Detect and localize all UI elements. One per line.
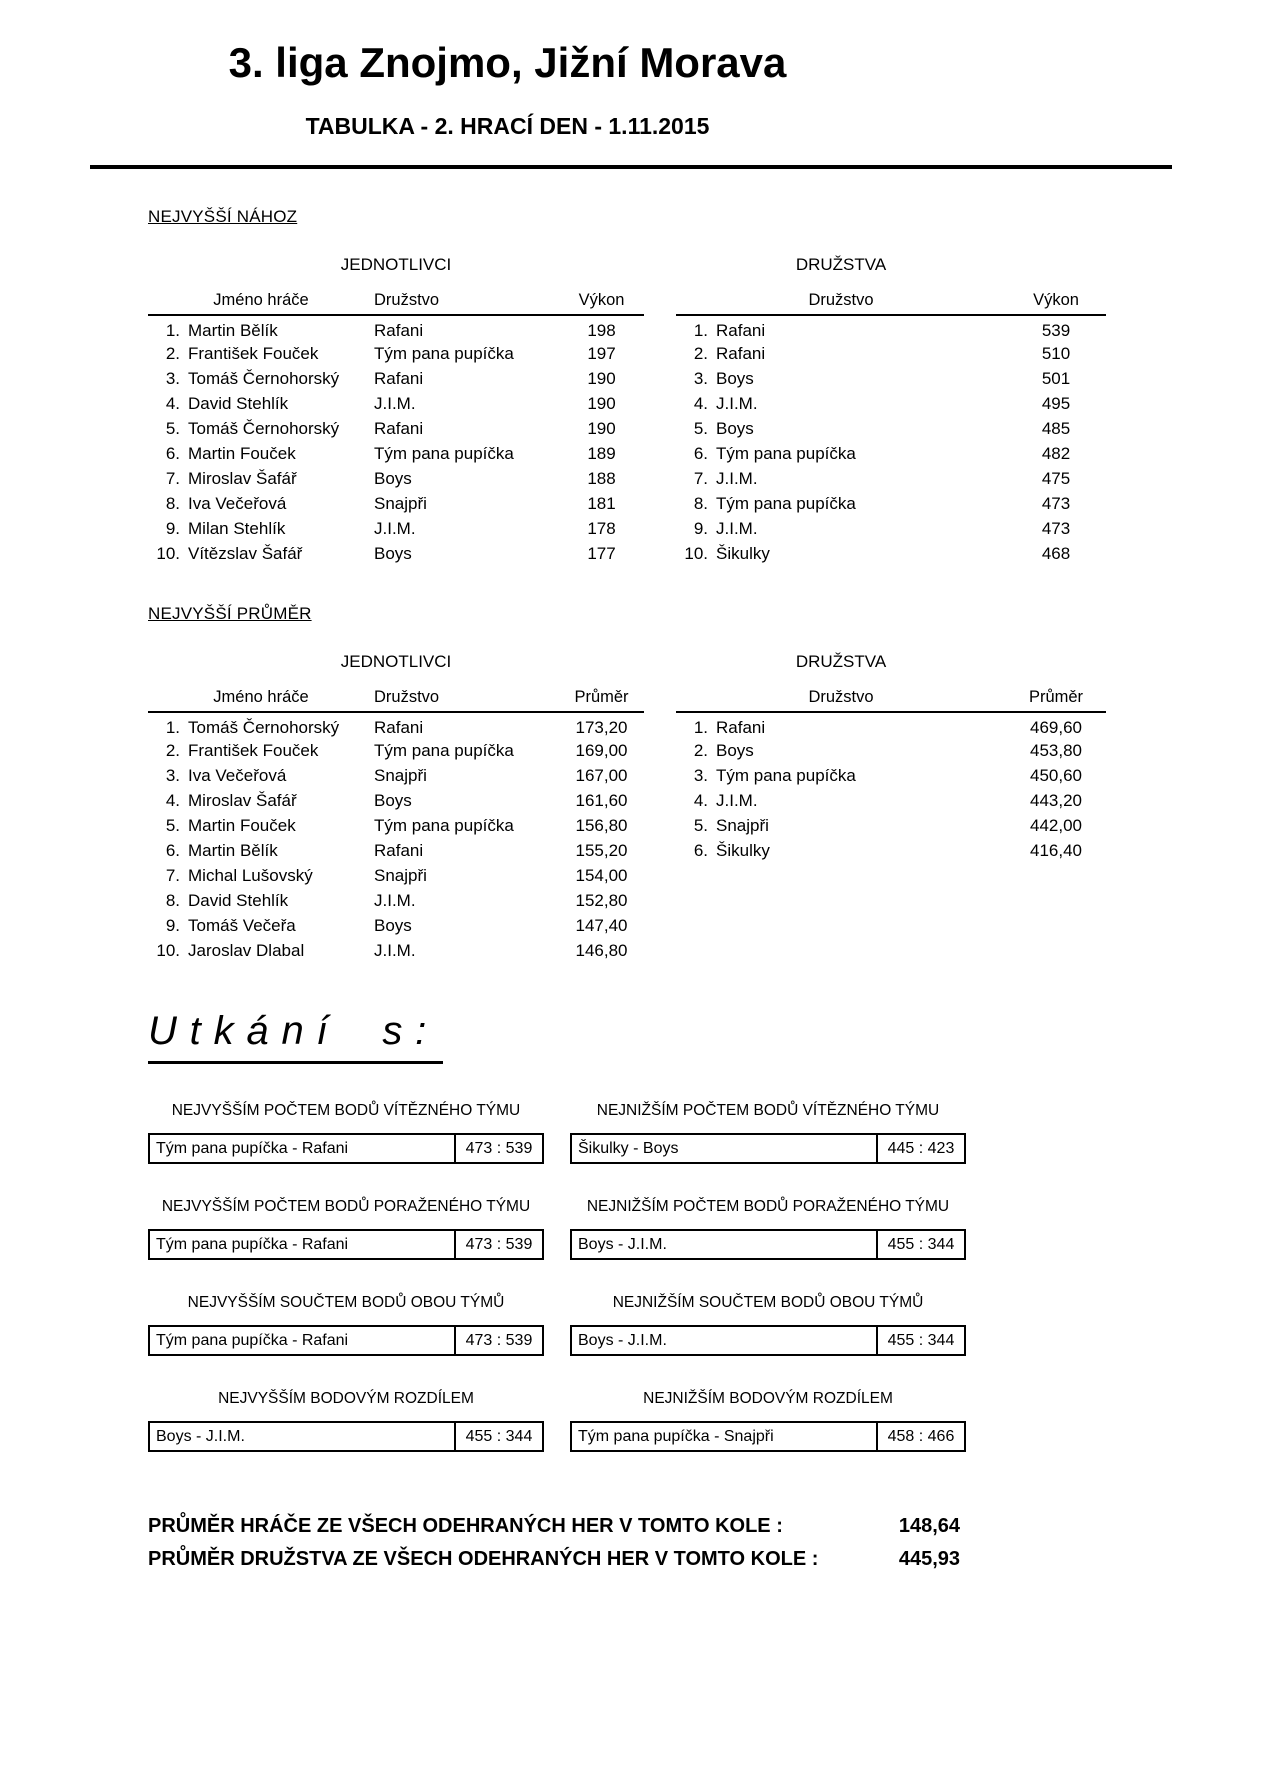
- table-row: [676, 466, 1106, 491]
- team-name: Tým pana pupíčka: [716, 493, 856, 513]
- table-row: [676, 341, 1106, 366]
- player-name: Milan Stehlík: [188, 518, 286, 538]
- section-heading-nahoz: NEJVYŠŠÍ NÁHOZ: [148, 207, 298, 227]
- column-header-value: Průměr: [559, 688, 644, 712]
- player-team: Rafani: [374, 368, 424, 388]
- match-score: 445 : 423: [876, 1135, 964, 1162]
- player-team: Boys: [374, 543, 412, 563]
- team-value: 501: [1041, 368, 1071, 388]
- team-value: 450,60: [1030, 765, 1082, 785]
- table-row: [676, 391, 1106, 416]
- player-team: Rafani: [374, 418, 424, 438]
- player-name: David Stehlík: [188, 890, 289, 910]
- match-stat-label: NEJVYŠŠÍM POČTEM BODŮ PORAŽENÉHO TÝMU: [161, 1198, 531, 1216]
- row-rank: 10.: [156, 543, 180, 563]
- row-rank: 8.: [165, 890, 180, 910]
- team-value: 473: [1041, 493, 1071, 513]
- table-row: [148, 391, 644, 416]
- player-name: Martin Fouček: [188, 443, 296, 463]
- row-rank: 8.: [165, 493, 180, 513]
- column-header-value: Výkon: [1006, 291, 1106, 315]
- player-team: Rafani: [374, 321, 424, 341]
- team-value: 443,20: [1030, 790, 1082, 810]
- player-name: Martin Bělík: [188, 840, 278, 860]
- player-value: 154,00: [575, 865, 628, 885]
- player-name: Martin Fouček: [188, 815, 296, 835]
- table-row: [148, 441, 644, 466]
- row-rank: 5.: [693, 418, 708, 438]
- player-name: Miroslav Šafář: [188, 790, 297, 810]
- row-rank: 1.: [165, 321, 180, 341]
- tables-row-prumer: [148, 638, 1106, 963]
- team-name: Tým pana pupíčka: [716, 443, 856, 463]
- teams-column: [676, 241, 1106, 566]
- player-team: Boys: [374, 468, 412, 488]
- match-stat-box: [148, 1133, 544, 1164]
- player-name: Tomáš Černohorský: [188, 718, 340, 738]
- team-value: 495: [1041, 393, 1071, 413]
- table-row: [148, 788, 644, 813]
- column-header-team: Družstvo: [374, 688, 559, 712]
- table-row: [676, 813, 1106, 838]
- player-value: 161,60: [575, 790, 628, 810]
- individuals-column: [148, 241, 644, 566]
- match-teams: Tým pana pupíčka - Rafani: [156, 1331, 349, 1349]
- summary-row: [148, 1510, 960, 1543]
- table-row: [148, 315, 644, 341]
- player-value: 188: [587, 468, 616, 488]
- individuals-column: [148, 638, 644, 963]
- match-stat-label: NEJVYŠŠÍM SOUČTEM BODŮ OBOU TÝMŮ: [187, 1294, 505, 1312]
- match-stat: [148, 1102, 544, 1164]
- summary-row: [148, 1543, 960, 1576]
- summary-label: PRŮMĚR HRÁČE ZE VŠECH ODEHRANÝCH HER V TOMTO KOLE :: [148, 1515, 783, 1538]
- match-stat: [148, 1198, 544, 1260]
- table-row: [148, 712, 644, 738]
- row-rank: 8.: [693, 493, 708, 513]
- player-name: Tomáš Černohorský: [188, 368, 340, 388]
- player-name: Tomáš Večeřa: [188, 915, 296, 935]
- teams-prumer-table: [676, 688, 1106, 863]
- match-teams: Boys - J.I.M.: [156, 1427, 245, 1445]
- team-value: 468: [1041, 543, 1071, 563]
- team-name: J.I.M.: [716, 393, 758, 413]
- player-value: 167,00: [575, 765, 628, 785]
- table-title-teams: DRUŽSTVA: [795, 255, 887, 275]
- column-header-name: Jméno hráče: [148, 688, 374, 712]
- team-value: 539: [1041, 321, 1071, 341]
- player-value: 177: [587, 543, 616, 563]
- player-value: 147,40: [575, 915, 628, 935]
- table-row: [676, 516, 1106, 541]
- row-rank: 10.: [156, 940, 180, 960]
- table-row: [148, 913, 644, 938]
- table-row: [676, 441, 1106, 466]
- player-value: 190: [587, 393, 616, 413]
- table-row: [148, 738, 644, 763]
- player-name: Iva Večeřová: [188, 765, 287, 785]
- player-team: Boys: [374, 790, 412, 810]
- team-value: 442,00: [1030, 815, 1082, 835]
- table-row: [148, 763, 644, 788]
- row-rank: 9.: [165, 518, 180, 538]
- summary-value: 148,64: [898, 1515, 960, 1538]
- team-name: Rafani: [716, 321, 766, 341]
- team-name: J.I.M.: [716, 518, 758, 538]
- player-team: J.I.M.: [374, 890, 416, 910]
- match-stat-label: NEJNIŽŠÍM POČTEM BODŮ VÍTĚZNÉHO TÝMU: [596, 1102, 940, 1120]
- row-rank: 1.: [693, 718, 708, 738]
- row-rank: 2.: [165, 740, 180, 760]
- row-rank: 7.: [693, 468, 708, 488]
- team-name: Rafani: [716, 343, 766, 363]
- player-value: 197: [587, 343, 616, 363]
- player-name: Iva Večeřová: [188, 493, 287, 513]
- player-team: J.I.M.: [374, 393, 416, 413]
- column-header-team: Družstvo: [374, 291, 559, 315]
- row-rank: 4.: [693, 790, 708, 810]
- match-score: 473 : 539: [454, 1327, 542, 1354]
- match-teams: Boys - J.I.M.: [578, 1235, 667, 1253]
- row-rank: 4.: [165, 393, 180, 413]
- team-name: Rafani: [716, 718, 766, 738]
- table-row: [148, 366, 644, 391]
- row-rank: 3.: [693, 765, 708, 785]
- player-name: Tomáš Černohorský: [188, 418, 340, 438]
- player-name: František Fouček: [188, 740, 319, 760]
- player-team: Snajpři: [374, 765, 427, 785]
- table-row: [676, 366, 1106, 391]
- player-name: Vítězslav Šafář: [188, 543, 303, 563]
- table-row: [148, 863, 644, 888]
- column-header-team: Družstvo: [676, 291, 1006, 315]
- match-teams: Tým pana pupíčka - Snajpři: [578, 1427, 774, 1445]
- match-stat-box: [148, 1421, 544, 1452]
- player-name: Michal Lušovský: [188, 865, 313, 885]
- player-value: 181: [587, 493, 616, 513]
- player-name: Martin Bělík: [188, 321, 278, 341]
- player-value: 198: [587, 321, 616, 341]
- table-title-individuals: JEDNOTLIVCI: [340, 652, 452, 672]
- team-name: Šikulky: [716, 543, 770, 563]
- table-row: [676, 712, 1106, 738]
- team-name: J.I.M.: [716, 468, 758, 488]
- table-row: [676, 763, 1106, 788]
- row-rank: 6.: [165, 443, 180, 463]
- player-value: 146,80: [575, 940, 628, 960]
- table-row: [676, 738, 1106, 763]
- column-header-team: Družstvo: [676, 688, 1006, 712]
- match-stat: [570, 1102, 966, 1164]
- player-name: David Stehlík: [188, 393, 289, 413]
- row-rank: 1.: [693, 321, 708, 341]
- match-stat-label: NEJVYŠŠÍM BODOVÝM ROZDÍLEM: [218, 1390, 474, 1408]
- row-rank: 10.: [684, 543, 708, 563]
- row-rank: 3.: [165, 368, 180, 388]
- column-header-value: Průměr: [1006, 688, 1106, 712]
- table-title-teams: DRUŽSTVA: [795, 652, 887, 672]
- match-score: 455 : 344: [454, 1423, 542, 1450]
- player-team: Snajpři: [374, 865, 427, 885]
- document-content: [148, 207, 1106, 1576]
- match-stat: [570, 1294, 966, 1356]
- player-name: František Fouček: [188, 343, 319, 363]
- match-score: 473 : 539: [454, 1231, 542, 1258]
- team-name: Šikulky: [716, 840, 770, 860]
- table-row: [676, 491, 1106, 516]
- table-row: [148, 516, 644, 541]
- match-teams: Šikulky - Boys: [578, 1139, 679, 1157]
- player-team: Rafani: [374, 840, 424, 860]
- team-value: 469,60: [1030, 718, 1082, 738]
- row-rank: 6.: [693, 443, 708, 463]
- summary-value: 445,93: [898, 1548, 960, 1571]
- match-stat-box: [570, 1421, 966, 1452]
- team-name: Snajpři: [716, 815, 769, 835]
- player-value: 178: [587, 518, 616, 538]
- team-name: Boys: [716, 418, 754, 438]
- row-rank: 6.: [693, 840, 708, 860]
- table-row: [676, 315, 1106, 341]
- player-team: J.I.M.: [374, 518, 416, 538]
- team-value: 473: [1041, 518, 1071, 538]
- player-value: 190: [587, 368, 616, 388]
- match-stat-box: [148, 1325, 544, 1356]
- individuals-nahoz-table: [148, 291, 644, 566]
- teams-column: [676, 638, 1106, 963]
- player-team: Boys: [374, 915, 412, 935]
- table-row: [148, 541, 644, 566]
- match-teams: Boys - J.I.M.: [578, 1331, 667, 1349]
- page-title: 3. liga Znojmo, Jižní Morava: [228, 39, 787, 86]
- row-rank: 5.: [165, 815, 180, 835]
- table-row: [676, 541, 1106, 566]
- team-name: J.I.M.: [716, 790, 758, 810]
- table-row: [148, 813, 644, 838]
- row-rank: 3.: [165, 765, 180, 785]
- team-name: Tým pana pupíčka: [716, 765, 856, 785]
- table-row: [676, 838, 1106, 863]
- player-team: Tým pana pupíčka: [374, 740, 514, 760]
- matches-heading: Utkání s:: [148, 1009, 443, 1064]
- row-rank: 7.: [165, 468, 180, 488]
- player-value: 152,80: [575, 890, 628, 910]
- double-divider: [90, 165, 1172, 169]
- table-title-individuals: JEDNOTLIVCI: [340, 255, 452, 275]
- player-name: Miroslav Šafář: [188, 468, 297, 488]
- match-score: 473 : 539: [454, 1135, 542, 1162]
- player-team: Tým pana pupíčka: [374, 443, 514, 463]
- document-header: [0, 40, 1015, 140]
- individuals-prumer-table: [148, 688, 644, 963]
- row-rank: 2.: [165, 343, 180, 363]
- row-rank: 9.: [165, 915, 180, 935]
- team-value: 416,40: [1030, 840, 1082, 860]
- team-name: Boys: [716, 368, 754, 388]
- table-row: [148, 341, 644, 366]
- column-header-value: Výkon: [559, 291, 644, 315]
- row-rank: 4.: [165, 790, 180, 810]
- match-stat-box: [570, 1325, 966, 1356]
- row-rank: 9.: [693, 518, 708, 538]
- match-score: 455 : 344: [876, 1327, 964, 1354]
- player-value: 190: [587, 418, 616, 438]
- row-rank: 5.: [165, 418, 180, 438]
- player-value: 189: [587, 443, 616, 463]
- match-stat: [570, 1390, 966, 1452]
- match-stat-box: [570, 1229, 966, 1260]
- table-row: [148, 466, 644, 491]
- match-stat-box: [570, 1133, 966, 1164]
- match-stat-label: NEJNIŽŠÍM POČTEM BODŮ PORAŽENÉHO TÝMU: [586, 1198, 950, 1216]
- player-value: 169,00: [575, 740, 628, 760]
- table-row: [148, 838, 644, 863]
- table-row: [148, 491, 644, 516]
- player-value: 156,80: [575, 815, 628, 835]
- table-row: [148, 888, 644, 913]
- row-rank: 2.: [693, 343, 708, 363]
- team-value: 510: [1041, 343, 1071, 363]
- player-team: Snajpři: [374, 493, 427, 513]
- row-rank: 7.: [165, 865, 180, 885]
- section-heading-prumer: NEJVYŠŠÍ PRŮMĚR: [148, 604, 312, 624]
- teams-nahoz-table: [676, 291, 1106, 566]
- player-value: 155,20: [575, 840, 628, 860]
- table-row: [676, 788, 1106, 813]
- row-rank: 3.: [693, 368, 708, 388]
- table-row: [148, 416, 644, 441]
- match-stat: [148, 1294, 544, 1356]
- team-name: Boys: [716, 740, 754, 760]
- player-team: Rafani: [374, 718, 424, 738]
- team-value: 482: [1041, 443, 1071, 463]
- table-row: [676, 416, 1106, 441]
- row-rank: 5.: [693, 815, 708, 835]
- table-row: [148, 938, 644, 963]
- player-team: Tým pana pupíčka: [374, 343, 514, 363]
- team-value: 475: [1041, 468, 1071, 488]
- match-stat-label: NEJNIŽŠÍM SOUČTEM BODŮ OBOU TÝMŮ: [612, 1294, 924, 1312]
- match-teams: Tým pana pupíčka - Rafani: [156, 1139, 349, 1157]
- player-team: Tým pana pupíčka: [374, 815, 514, 835]
- tables-row-nahoz: [148, 241, 1106, 566]
- match-score: 455 : 344: [876, 1231, 964, 1258]
- summary-label: PRŮMĚR DRUŽSTVA ZE VŠECH ODEHRANÝCH HER V TOMTO KOLE :: [148, 1548, 819, 1571]
- match-stat-label: NEJNIŽŠÍM BODOVÝM ROZDÍLEM: [643, 1390, 893, 1408]
- match-stat-label: NEJVYŠŠÍM POČTEM BODŮ VÍTĚZNÉHO TÝMU: [171, 1102, 521, 1120]
- match-stat: [570, 1198, 966, 1260]
- row-rank: 4.: [693, 393, 708, 413]
- player-value: 173,20: [575, 718, 628, 738]
- row-rank: 2.: [693, 740, 708, 760]
- player-team: J.I.M.: [374, 940, 416, 960]
- team-value: 453,80: [1030, 740, 1082, 760]
- row-rank: 6.: [165, 840, 180, 860]
- match-score: 458 : 466: [876, 1423, 964, 1450]
- match-stat-box: [148, 1229, 544, 1260]
- match-stat: [148, 1390, 544, 1452]
- player-name: Jaroslav Dlabal: [188, 940, 305, 960]
- row-rank: 1.: [165, 718, 180, 738]
- column-header-name: Jméno hráče: [148, 291, 374, 315]
- page-subtitle: TABULKA - 2. HRACÍ DEN - 1.11.2015: [305, 113, 710, 140]
- match-teams: Tým pana pupíčka - Rafani: [156, 1235, 349, 1253]
- team-value: 485: [1041, 418, 1071, 438]
